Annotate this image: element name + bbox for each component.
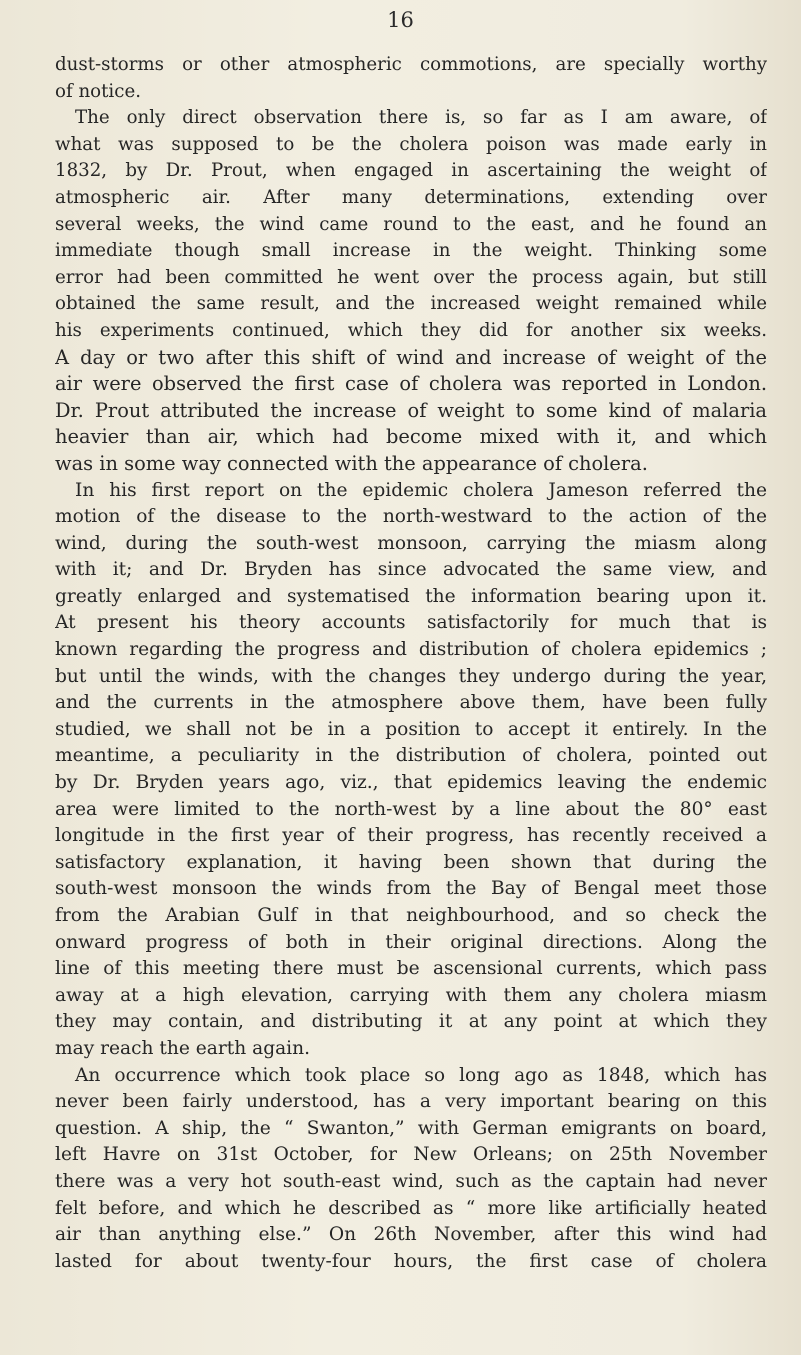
text-line: obtained the same result, and the increased weight remained while [55, 293, 767, 315]
text-line: his experiments continued, which they did for another six weeks. [55, 319, 767, 341]
text-line: there was a very hot south-east wind, such as the captain had never [55, 1170, 767, 1192]
text-line: they may contain, and distributing it at any point at which they [55, 1011, 767, 1033]
text-line: The only direct observation there is, so far as I am aware, of [75, 107, 767, 129]
text-line: greatly enlarged and systematised the information bearing upon it. [55, 585, 767, 607]
text-line: meantime, a peculiarity in the distribution of cholera, pointed out [55, 745, 767, 767]
text-line: with it; and Dr. Bryden has since advocated the same view, and [55, 559, 767, 581]
text-line: was in some way connected with the appearance of cholera. [55, 451, 648, 475]
text-line: and the currents in the atmosphere above them, have been fully [55, 692, 767, 714]
text-line: immediate though small increase in the weight. Thinking some [55, 240, 767, 262]
text-line: air than anything else.” On 26th November, after this wind had [55, 1224, 767, 1246]
text-line: A day or two after this shift of wind and increase of weight of the [55, 345, 767, 369]
text-line: felt before, and which he described as “ more like artificially heated [55, 1197, 767, 1219]
text-line: away at a high elevation, carrying with them any cholera miasm [55, 984, 767, 1006]
text-line: onward progress of both in their original directions. Along the [55, 931, 767, 953]
text-line: atmospheric air. After many determinations, extending over [55, 186, 767, 208]
page-number: 16 [387, 8, 414, 32]
text-line: question. A ship, the “ Swanton,” with German emigrants on board, [55, 1117, 767, 1139]
text-line: longitude in the first year of their progress, has recently received a [55, 825, 767, 847]
text-line: lasted for about twenty-four hours, the first case of cholera [55, 1250, 767, 1272]
text-line: left Havre on 31st October, for New Orleans; on 25th November [55, 1144, 767, 1166]
text-line: satisfactory explanation, it having been shown that during the [55, 851, 767, 873]
text-line: air were observed the first case of cholera was reported in London. [55, 372, 767, 396]
text-line: 1832, by Dr. Prout, when engaged in ascertaining the weight of [55, 160, 767, 182]
text-line: wind, during the south-west monsoon, carrying the miasm along [55, 532, 767, 554]
text-line: never been fairly understood, has a very important bearing on this [55, 1091, 767, 1113]
text-line: An occurrence which took place so long ago as 1848, which has [75, 1064, 767, 1086]
text-line: by Dr. Bryden years ago, viz., that epidemics leaving the endemic [55, 772, 767, 794]
text-line: heavier than air, which had become mixed with it, and which [55, 425, 767, 449]
text-line: area were limited to the north-west by a line about the 80° east [55, 798, 767, 820]
text-line: motion of the disease to the north-westward to the action of the [55, 506, 767, 528]
text-line: of notice. [55, 80, 141, 102]
text-line: At present his theory accounts satisfactorily for much that is [55, 612, 767, 634]
text-line: but until the winds, with the changes they undergo during the year, [55, 665, 767, 687]
text-line: from the Arabian Gulf in that neighbourhood, and so check the [55, 905, 767, 926]
text-line: dust-storms or other atmospheric commotions, are specially worthy [55, 54, 767, 75]
text-line: line of this meeting there must be ascensional currents, which pass [55, 958, 767, 980]
text-line: may reach the earth again. [55, 1037, 311, 1059]
text-line: studied, we shall not be in a position to accept it entirely. In the [55, 718, 767, 740]
text-line: several weeks, the wind came round to the east, and he found an [55, 213, 767, 235]
text-line: known regarding the progress and distribution of cholera epidemics ; [55, 639, 767, 661]
body-text [55, 52, 767, 1275]
text-line: Dr. Prout attributed the increase of weight to some kind of malaria [55, 398, 767, 422]
text-line: what was supposed to be the cholera poison was made early in [55, 133, 767, 155]
text-line: error had been committed he went over the process again, but still [55, 266, 767, 288]
text-line: south-west monsoon the winds from the Bay of Bengal meet those [55, 878, 767, 900]
text-line: In his first report on the epidemic cholera Jameson referred the [75, 479, 767, 501]
